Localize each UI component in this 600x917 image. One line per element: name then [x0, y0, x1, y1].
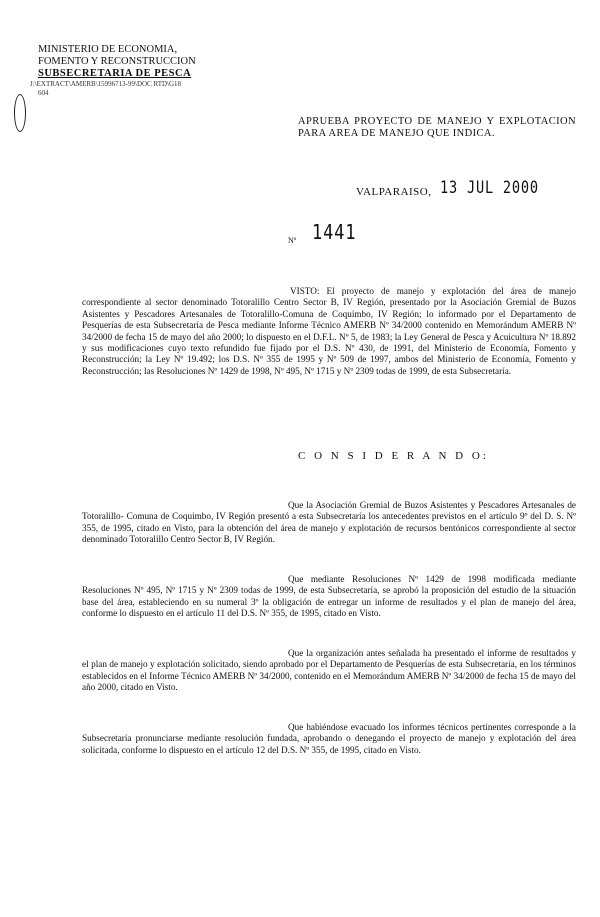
- place-label: VALPARAISO,: [356, 186, 432, 198]
- date-stamp: 13 JUL 2000: [440, 178, 539, 198]
- subsecretaria-name: SUBSECRETARIA DE PESCA: [38, 68, 192, 79]
- ministry-subtitle: FOMENTO Y RECONSTRUCCION: [38, 56, 196, 67]
- visto-text: VISTO: El proyecto de manejo y explotación del área de manejo correspondiente al sector denominado Totoralillo Centro Sector B, IV Región, presentado por la Asociación Gremial de Buzos Asistentes y Pescadores Artesanales de Totoralillo-Comuna de Coquimbo, IV Región; lo informado por el Departamento de Pesquerías de esta Subsecretaría de Pesca mediante Informe Técnico AMERB Nº 34/2000 contenido en Memorándum AMERB Nº 34/2000 de fecha 15 de mayo del año 2000; lo dispuesto en el D.F.L. Nº 5, de 1983; la Ley General de Pesca y Acuicultura Nº 18.892 y sus modificaciones cuyo texto refundido fue fijado por el D.S. Nº 430, de 1991, del Ministerio de Economía, Fomento y Reconstrucción; la Ley Nº 19.492; los D.S. Nº 355 de 1995 y Nº 509 de 1997, ambos del Ministerio de Economía, Fomento y Reconstrucción; las Resoluciones Nº 1429 de 1998, Nº 495, Nº 1715 y Nº 2309 todas de 1999, de esta Subsecretaría.: [82, 286, 576, 376]
- visto-paragraph: [82, 286, 576, 377]
- considerando-paragraph-4: [82, 722, 576, 756]
- resolution-number: 1441: [312, 220, 357, 244]
- ministry-name: MINISTERIO DE ECONOMIA,: [38, 44, 178, 55]
- paragraph-text: Que habiéndose evacuado los informes técnicos pertinentes corresponde a la Subsecretaría pronunciarse mediante resolución fundada, aprobando o denegando el proyecto de manejo y explotación del área solicitada, conforme lo dispuesto en el artículo 12 del D.S. Nº 355, de 1995, citado en Visto.: [82, 722, 576, 755]
- paragraph-text: Que la organización antes señalada ha presentado el informe de resultados y el plan de manejo y explotación solicitado, siendo aprobado por el Departamento de Pesquerías de esta Subsecretaría, en los términos establecidos en el Informe Técnico AMERB Nº 34/2000, contenido en el Memorándum AMERB Nº 34/2000 de fecha 15 de mayo del año 2000, citado en Visto.: [82, 648, 576, 693]
- considerando-paragraph-3: [82, 648, 576, 694]
- considerando-heading: C O N S I D E R A N D O:: [298, 450, 489, 462]
- considerando-paragraph-1: [82, 500, 576, 546]
- file-reference: J:\EXTRACT\AMERB\15996713-99\DOC RTD\G18: [30, 80, 182, 88]
- letterhead: [30, 44, 196, 98]
- considerando-paragraph-2: [82, 574, 576, 620]
- number-label: Nº: [288, 236, 297, 245]
- binder-hole-mark: [14, 94, 26, 132]
- resolution-subject: APRUEBA PROYECTO DE MANEJO Y EXPLOTACION PARA AREA DE MANEJO QUE INDICA.: [298, 116, 576, 139]
- paragraph-text: Que la Asociación Gremial de Buzos Asistentes y Pescadores Artesanales de Totoralillo- Comuna de Coquimbo, IV Región presentó a esta Subsecretaría los antecedentes previstos en el artículo 9º del D. S. Nº 355, de 1995, citado en Visto, para la obtención del área de manejo y explotación de recursos bentónicos correspondiente al sector denominado Totoralillo Centro Sector B, IV Región.: [82, 500, 576, 545]
- file-code: 604: [38, 89, 49, 97]
- paragraph-text: Que mediante Resoluciones Nº 1429 de 1998 modificada mediante Resoluciones Nº 495, Nº 1715 y Nº 2309 todas de 1999, de esta Subsecretaría, se aprobó la proposición del estudio de la situación base del área, estableciendo en su numeral 3º la obligación de entregar un informe de resultados y el plan de manejo del área, conforme lo dispuesto en el artículo 11 del D.S. Nº 355, de 1995, citado en Visto.: [82, 574, 576, 619]
